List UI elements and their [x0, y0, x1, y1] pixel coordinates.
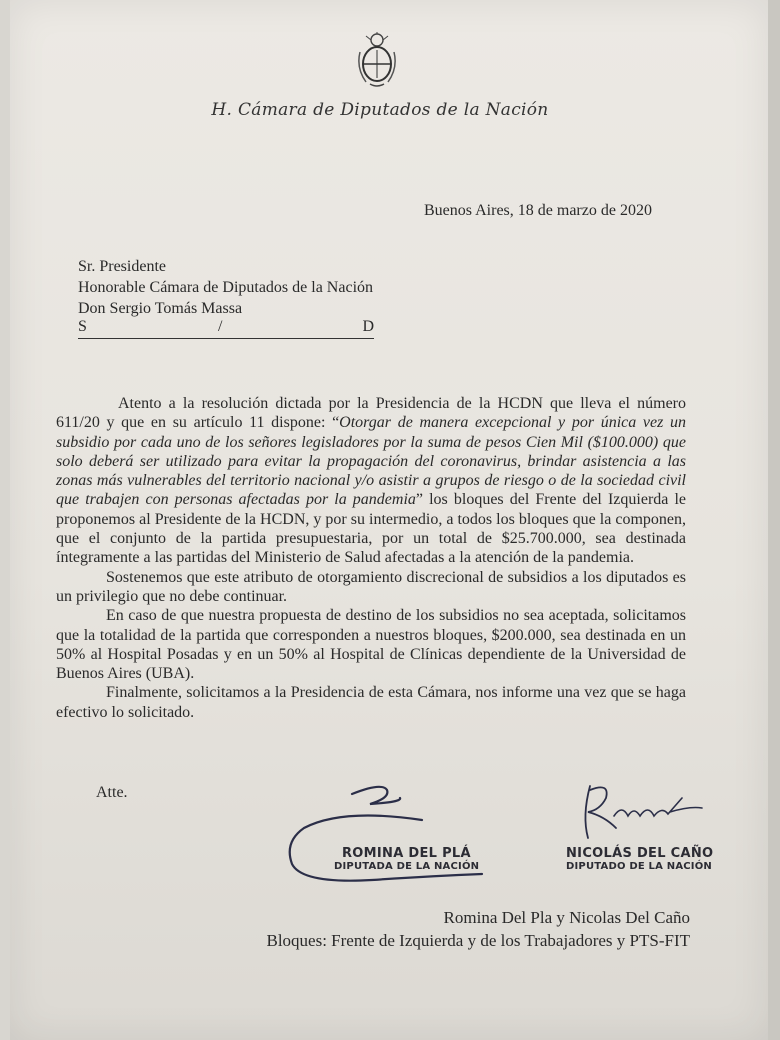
paragraph-1	[56, 394, 686, 568]
stamp-romina-name: ROMINA DEL PLÁ	[342, 846, 471, 861]
p1-proposal: ” los bloques del Frente del Izquierda le proponemos al Presidente de la HCDN, y por su intermedio, a todos los bloques que la componen, que el conjunto de la partida presupuestaria, por un total de $25.700.000, sea destinada íntegramente a las partidas del Ministerio de Salud afectadas a la atención de la pandemia.	[56, 491, 687, 567]
paragraph-3: En caso de que nuestra propuesta de destino de los subsidios no sea aceptada, solicitamos que la totalidad de la partida que corresponden a nuestros bloques, $200.000, sea destinada en un 50% al Hospital Posadas y en un 50% al Hospital de Clínicas dependiente de la Universidad de Buenos Aires (UBA).	[56, 607, 686, 683]
closing-block	[200, 906, 690, 952]
sd-s: S	[78, 318, 87, 335]
addressee-title: Sr. Presidente	[78, 258, 166, 275]
paragraph-4: Finalmente, solicitamos a la Presidencia de esta Cámara, nos informe una vez que se haga efectivo lo solicitado.	[56, 684, 686, 721]
signature-romina	[282, 780, 502, 890]
signature-nicolas	[570, 776, 710, 846]
signatory-names: Romina Del Pla y Nicolas Del Caño	[443, 908, 690, 927]
p1-intro: Atento a la resolución dictada por la Presidencia de la HCDN que lleva el número 611/20 y que en su artículo 11 dispone: “	[56, 395, 686, 432]
stamp-nicolas	[566, 846, 713, 872]
sd-slash: /	[218, 318, 223, 335]
paragraph-2: Sostenemos que este atributo de otorgamiento discrecional de subsidios a los diputados es un privilegio que no debe continuar.	[56, 568, 686, 605]
p1-quote: Otorgar de manera excepcional y por única vez un subsidio por cada uno de los señores legisladores por la suma de pesos Cien Mil ($100.000) que solo deberá ser utilizado para evitar la propagación del coronavirus, brindar asistencia a las zonas más vulnerables del territorio nacional y/o asistir a grupos de riesgo o de la sociedad civil que trabajen con personas afectadas por la pandemia	[56, 414, 687, 509]
date-line: Buenos Aires, 18 de marzo de 2020	[424, 202, 652, 219]
sd-d: D	[362, 318, 374, 335]
sd-line	[78, 318, 374, 339]
stamp-nicolas-name: NICOLÁS DEL CAÑO	[566, 846, 714, 861]
addressee-name: Don Sergio Tomás Massa	[78, 300, 243, 317]
page-edge	[768, 0, 780, 1040]
salutation: Atte.	[96, 784, 128, 801]
stamp-nicolas-title: DIPUTADO DE LA NACIÓN	[566, 861, 712, 872]
addressee-institution: Honorable Cámara de Diputados de la Nación	[78, 279, 374, 296]
parliamentary-blocks: Bloques: Frente de Izquierda y de los Trabajadores y PTS-FIT	[266, 931, 690, 950]
argentine-coat-of-arms-icon	[356, 32, 398, 90]
letter-body	[56, 394, 686, 722]
chamber-name: H. Cámara de Diputados de la Nación	[211, 100, 549, 120]
stamp-romina-title: DIPUTADA DE LA NACIÓN	[334, 861, 480, 872]
addressee-block	[78, 256, 373, 319]
stamp-romina	[334, 846, 480, 872]
